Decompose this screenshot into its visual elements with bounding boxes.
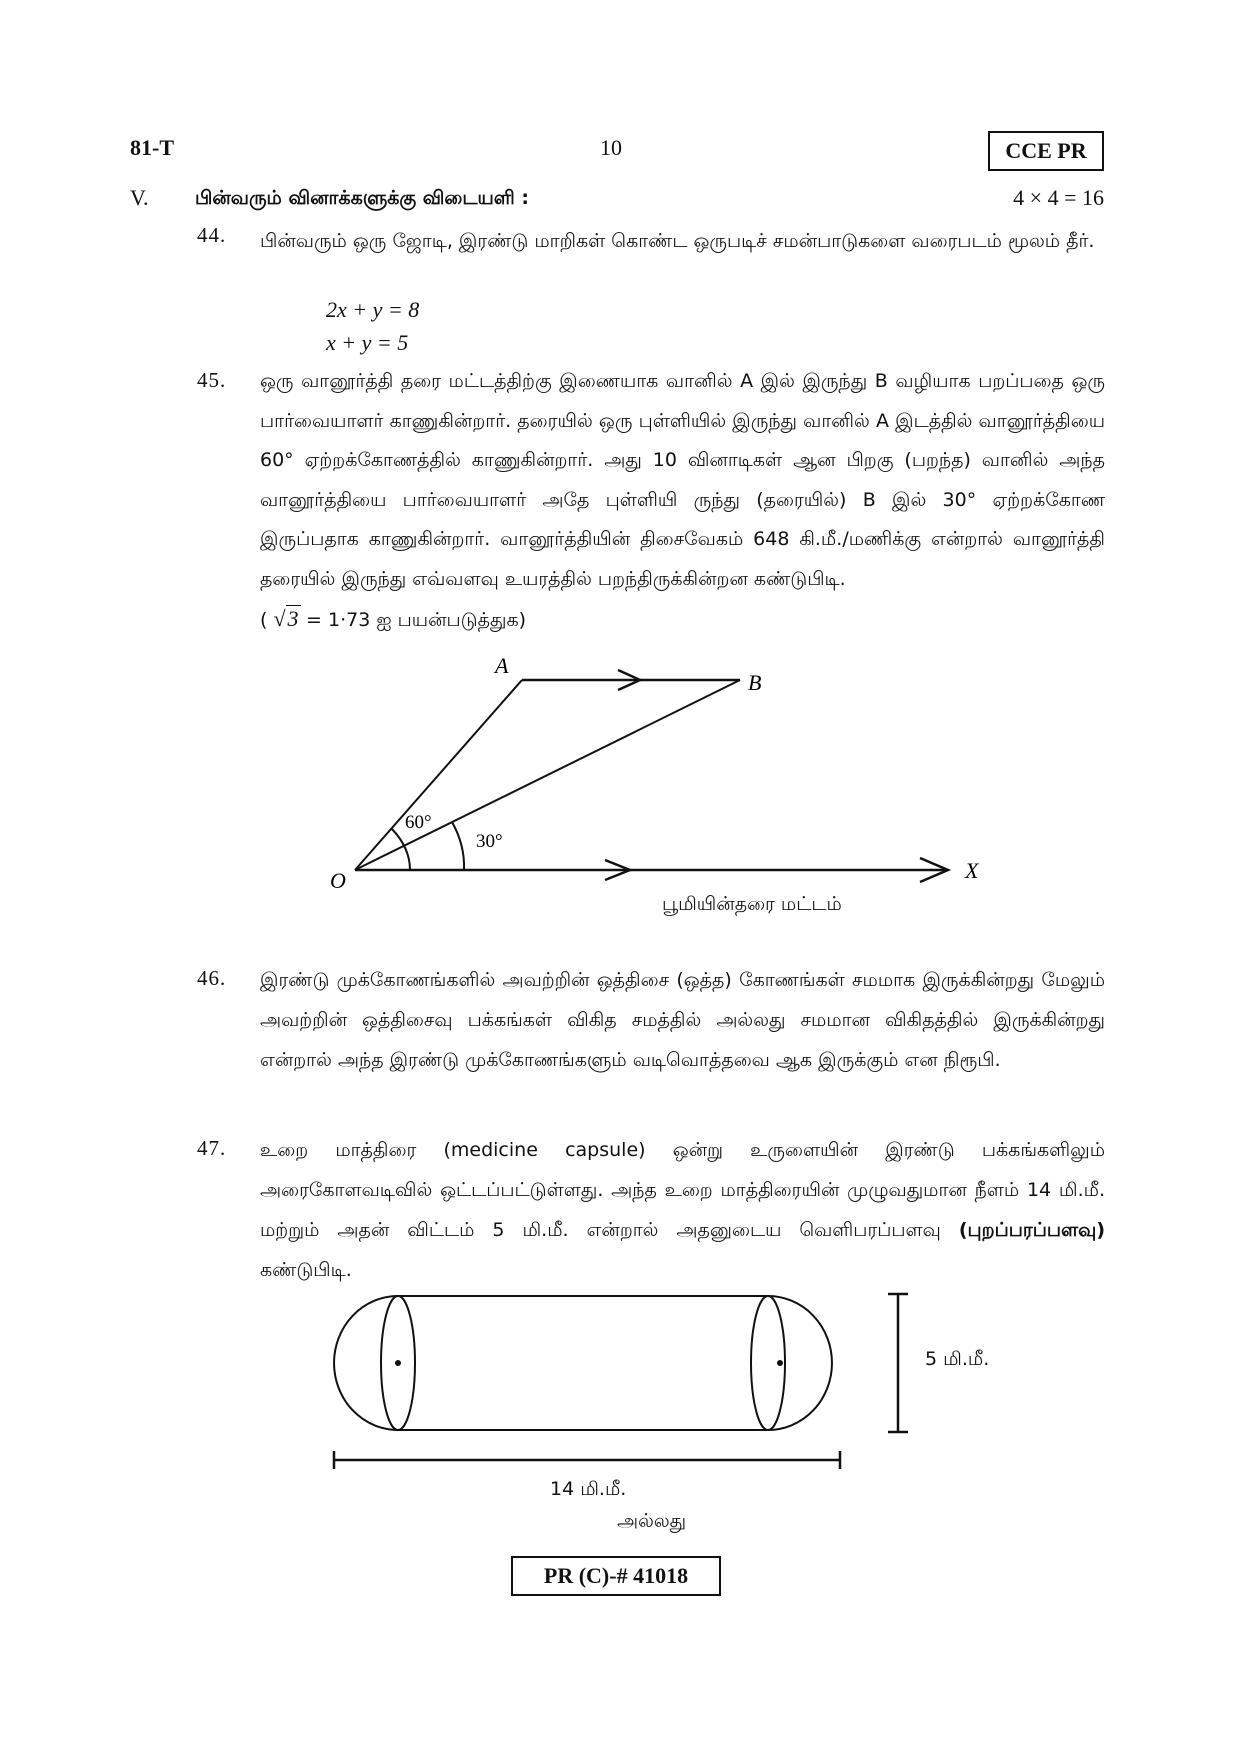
question-47-text [260, 1130, 1105, 1290]
angle-60-label: 60° [405, 812, 432, 833]
aircraft-elevation-figure [300, 640, 1020, 930]
or-label: அல்லது [617, 1510, 687, 1532]
sqrt-expression [273, 605, 306, 631]
line-of-sight-b [355, 680, 740, 870]
question-45-hint [260, 600, 526, 639]
capsule-left-center-dot [395, 1360, 401, 1366]
label-b: B [748, 670, 762, 695]
footer-code-box: PR (C)-# 41018 [511, 1556, 721, 1596]
question-45-text: ஒரு வானூர்த்தி தரை மட்டத்திற்கு இணையாக வானில் A இல் இருந்து B வழியாக பறப்பதை ஒரு பார்வையாளர் காணுகின்றார். தரையில் ஒரு புள்ளியில் இருந்து வானில் A இடத்தில் வானூர்த்தியை 60° ஏற்றக்கோணத்தில் காணுகின்றார். அது 10 வினாடிகள் ஆன பிறகு (பறந்த) வானில் அந்த வானூர்த்தியை பார்வையாளர் அதே புள்ளியி ருந்து (தரையில்) B இல் 30° ஏற்றக்கோண இருப்பதாக காணுகின்றார். வானூர்த்தியின் திசைவேகம் 648 கி.மீ./மணிக்கு என்றால் வானூர்த்தி தரையில் இருந்து எவ்வளவு உயரத்தில் பறந்திருக்கின்றன கண்டுபிடி. [260, 370, 1105, 590]
question-45-number: 45. [197, 368, 227, 392]
hint-value: = 1·73 ஐ பயன்படுத்துக) [306, 609, 527, 631]
paper-code: 81-T [130, 135, 174, 160]
length-label: 14 மி.மீ. [550, 1478, 627, 1500]
capsule-figure [330, 1290, 930, 1490]
ground-caption: பூமியின்தரை மட்டம் [662, 893, 842, 915]
question-47-number: 47. [197, 1136, 227, 1160]
question-44-text: பின்வரும் ஒரு ஜோடி, இரண்டு மாறிகள் கொண்ட ஒருபடிச் சமன்பாடுகளை வரைபடம் மூலம் தீர். [260, 230, 1095, 252]
question-47-end: கண்டுபிடி. [260, 1259, 352, 1281]
angle-30-arc [452, 822, 464, 870]
equation-1: 2x + y = 8 [326, 297, 420, 322]
label-a: A [495, 653, 509, 678]
capsule-outline [334, 1296, 832, 1430]
question-47-body: உறை மாத்திரை (medicine capsule) ஒன்று உருளையின் இரண்டு பக்கங்களிலும் அரைகோளவடிவில் ஒட்டப்பட்டுள்ளது. அந்த உறை மாத்திரையின் முழுவதுமான நீளம் 14 மி.மீ. மற்றும் அதன் விட்டம் 5 மி.மீ. என்றால் அதனுடைய வெளிபரப்பளவு [260, 1139, 1105, 1241]
diameter-label: 5 மி.மீ. [925, 1348, 990, 1370]
section-title: பின்வரும் வினாக்களுக்கு விடையளி : [195, 187, 530, 209]
question-46-number: 46. [197, 966, 227, 990]
capsule-right-center-dot [777, 1360, 783, 1366]
question-46-text: இரண்டு முக்கோணங்களில் அவற்றின் ஒத்திசை (ஒத்த) கோணங்கள் சமமாக இருக்கின்றது மேலும் அவற்றின் ஒத்திசைவு பக்கங்கள் விகித சமத்தில் அல்லது சமமான விகிதத்தில் இருக்கின்றது என்றால் அந்த இரண்டு முக்கோணங்களும் வடிவொத்தவை ஆக இருக்கும் என நிரூபி. [260, 969, 1105, 1071]
angle-30-label: 30° [476, 831, 503, 852]
equation-2: x + y = 5 [326, 330, 409, 355]
label-x: X [965, 858, 979, 883]
sqrt-icon: √ [273, 606, 286, 631]
question-47-bold-term: (புறப்பரப்பளவு) [958, 1219, 1105, 1241]
label-o: O [330, 868, 346, 893]
question-44-number: 44. [197, 223, 227, 247]
section-number: V. [130, 185, 149, 210]
cce-pr-box: CCE PR [988, 131, 1104, 171]
section-marks: 4 × 4 = 16 [1013, 185, 1104, 210]
hint-open-paren: ( [260, 609, 268, 631]
page-number: 10 [600, 135, 622, 160]
sqrt-radicand: 3 [287, 606, 299, 631]
